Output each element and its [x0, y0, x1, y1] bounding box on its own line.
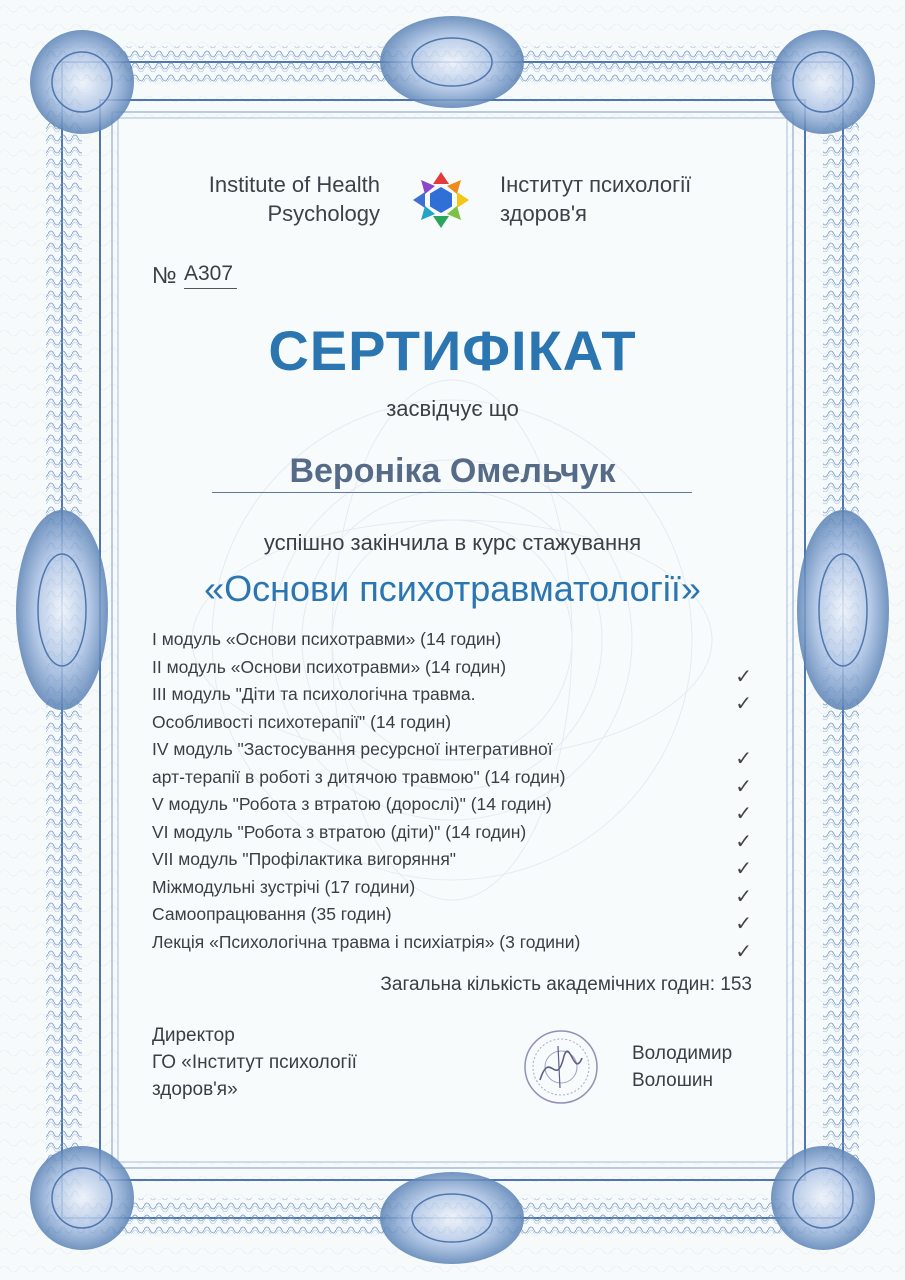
module-item: ІІ модуль «Основи психотравми» (14 годин) ✓ — [152, 654, 752, 682]
check-icon: ✓ — [735, 803, 752, 825]
check-icon: ✓ — [735, 775, 752, 798]
recipient-name: Вероніка Омельчук — [289, 452, 616, 490]
module-item: Лекція «Психологічна травма і психіатрія» (3 години) ✓ — [152, 929, 752, 957]
certifies-text: засвідчує що — [386, 396, 519, 421]
module-item: Міжмодульні зустрічі (17 години) ✓ — [152, 874, 752, 902]
check-icon: ✓ — [735, 885, 752, 908]
course-title: «Основи психотравматології» — [204, 568, 701, 609]
check-icon: ✓ — [735, 940, 752, 963]
check-icon: ✓ — [735, 858, 752, 880]
brand-name-en: Institute of Health Psychology — [208, 172, 380, 226]
brand-name-ua: Інститут психології здоров'я — [500, 172, 692, 226]
check-icon: ✓ — [735, 693, 752, 715]
recipient-underline — [212, 492, 692, 493]
check-icon: ✓ — [735, 665, 752, 688]
check-icon: ✓ — [735, 830, 752, 853]
module-item: ІІІ модуль "Діти та психологічна травма. ✓ — [152, 681, 752, 709]
certificate-title: СЕРТИФІКАТ — [268, 319, 637, 382]
certificate-number: А307 — [184, 262, 237, 289]
module-item: VII модуль "Профілактика вигоряння" ✓ — [152, 846, 752, 874]
completion-text: успішно закінчила в курс стажування — [263, 530, 642, 555]
institute-logo — [411, 170, 471, 230]
check-icon: ✓ — [735, 748, 752, 770]
modules-list — [152, 626, 752, 963]
seal-signature-icon — [522, 1028, 600, 1106]
module-item: VI модуль "Робота з втратою (діти)" (14 годин) ✓ — [152, 819, 752, 847]
module-item: І модуль «Основи психотравми» (14 годин) — [152, 629, 502, 649]
module-item: арт-терапії в роботі з дитячою травмою" (14 годин) ✓ — [152, 764, 752, 792]
module-item: Самоопрацювання (35 годин) ✓ — [152, 901, 752, 929]
number-label: № — [152, 262, 177, 288]
module-item: IV модуль "Застосування ресурсної інтегративної ✓ — [152, 736, 752, 764]
module-item: V модуль "Робота з втратою (дорослі)" (14 годин) ✓ — [152, 791, 752, 819]
director-title: Директор ГО «Інститут психології здоров'я» — [152, 1025, 357, 1100]
total-hours: Загальна кількість академічних годин: 153 — [380, 974, 752, 995]
module-item: Особливості психотерапії" (14 годин) — [152, 711, 452, 732]
check-icon: ✓ — [735, 913, 752, 935]
signer-name: Володимир Волошин — [632, 1043, 733, 1091]
